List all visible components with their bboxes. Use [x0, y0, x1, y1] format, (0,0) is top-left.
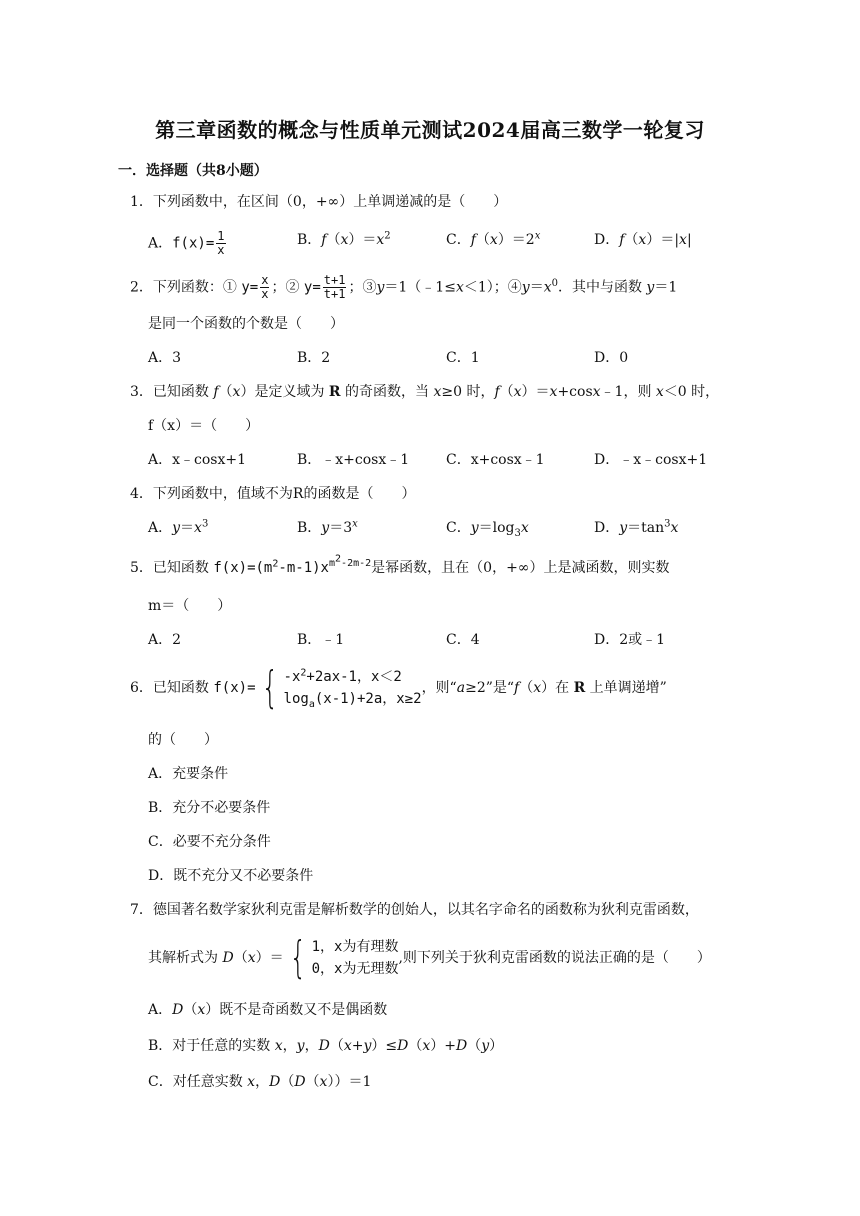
q7-stem-line2: 其解析式为 D（x）＝ { 1，x为有理数 0，x为无理数 ,则下列关于狄利克雷函数的说法正确的是（ ）: [148, 932, 711, 983]
q7-option-c[interactable]: C．对任意实数 x，D（D（x））＝1: [148, 1074, 372, 1090]
q1-option-c[interactable]: C．$f(x)=2^x$: [446, 230, 541, 248]
q3-option-b[interactable]: B．﹣x+cosx﹣1: [297, 452, 410, 468]
q7-option-a[interactable]: A．D（x）既不是奇函数又不是偶函数: [148, 1002, 388, 1018]
q3-option-a[interactable]: A．x﹣cosx+1: [148, 452, 246, 468]
q5-stem-line1: 5．已知函数 $f(x)=(m^2-m-1)x^{m^2-2m-2}$是幂函数，且在（0，+∞）上是减函数，则实数: [130, 554, 670, 576]
section-heading: 一．选择题（共8小题）: [118, 163, 268, 179]
q2-option-b[interactable]: B．2: [297, 350, 331, 366]
q1-option-b[interactable]: B．$f(x)=x^2$: [297, 230, 391, 248]
q1-option-a[interactable]: [148, 230, 228, 257]
q4-option-d[interactable]: D．$y=\tan^3x$: [594, 518, 679, 536]
q6-option-d[interactable]: D．既不充分又不必要条件: [148, 868, 314, 884]
q2-option-d[interactable]: D．0: [594, 350, 629, 366]
q5-stem-line2: m＝（ ）: [148, 598, 232, 614]
q1-option-a-lhs: f(x)=: [172, 235, 215, 252]
q5-option-b[interactable]: B．﹣1: [297, 632, 345, 648]
q7-stem-line1: 7．德国著名数学家狄利克雷是解析数学的创始人，以其名字命名的函数称为狄利克雷函数，: [130, 902, 699, 918]
q1-option-a-label: A．: [148, 235, 173, 252]
page-title: 第三章函数的概念与性质单元测试2024届高三数学一轮复习: [155, 118, 705, 142]
q1-option-a-fraction: $\frac{1}{x}$: [217, 229, 225, 257]
q4-option-b[interactable]: B．$y=3^x$: [297, 518, 358, 536]
q5-option-a[interactable]: A．2: [148, 632, 182, 648]
q2-stem-line2: 是同一个函数的个数是（ ）: [148, 316, 344, 332]
q2-stem-line1: 2．下列函数：① y= $\frac{x}{x}$ ；② y= $\frac{t+1}{t+1}$ ；③y＝1（﹣1≤x＜1）；$④y=x^0$．其中与函数 y＝1: [130, 273, 678, 301]
q1-stem: 1．下列函数中，在区间（0，+∞）上单调递减的是（ ）: [130, 194, 508, 210]
q3-stem-line1: 3．已知函数 f（x）是定义域为 R 的奇函数，当 x≥0 时，f（x）＝x+cosx﹣1，则 x＜0 时，: [130, 384, 720, 400]
q2-option-c[interactable]: C．1: [446, 350, 480, 366]
q5-option-d[interactable]: D．2或﹣1: [594, 632, 666, 648]
q6-option-c[interactable]: C．必要不充分条件: [148, 834, 271, 850]
q2-option-a[interactable]: A．3: [148, 350, 182, 366]
q7-option-b[interactable]: B．对于任意的实数 x，y，D（x+y）≤D（x）+D（y）: [148, 1038, 504, 1054]
q6-option-a[interactable]: A．充要条件: [148, 766, 229, 782]
q1-option-d[interactable]: D．f（x）＝|x|: [594, 232, 692, 248]
q6-option-b[interactable]: B．充分不必要条件: [148, 800, 271, 816]
q4-option-a[interactable]: A．$y=x^3$: [148, 518, 209, 536]
q6-stem-line2: 的（ ）: [148, 732, 218, 748]
q3-stem-line2: f（x）＝（ ）: [148, 418, 260, 434]
q4-option-c[interactable]: C．$y=\log_3x$: [446, 520, 529, 539]
q3-option-c[interactable]: C．x+cosx﹣1: [446, 452, 545, 468]
q6-stem-line1: 6．已知函数 f(x)= { $-x^2+2ax-1$，x＜2 $\log_a(x-1)+2a$，x≥2 ，则“a≥2”是“f（x）在 R 上单调递增”: [130, 662, 667, 713]
q3-option-d[interactable]: D．﹣x﹣cosx+1: [594, 452, 708, 468]
q5-option-c[interactable]: C．4: [446, 632, 480, 648]
q4-stem: 4．下列函数中，值域不为R的函数是（ ）: [130, 486, 416, 502]
